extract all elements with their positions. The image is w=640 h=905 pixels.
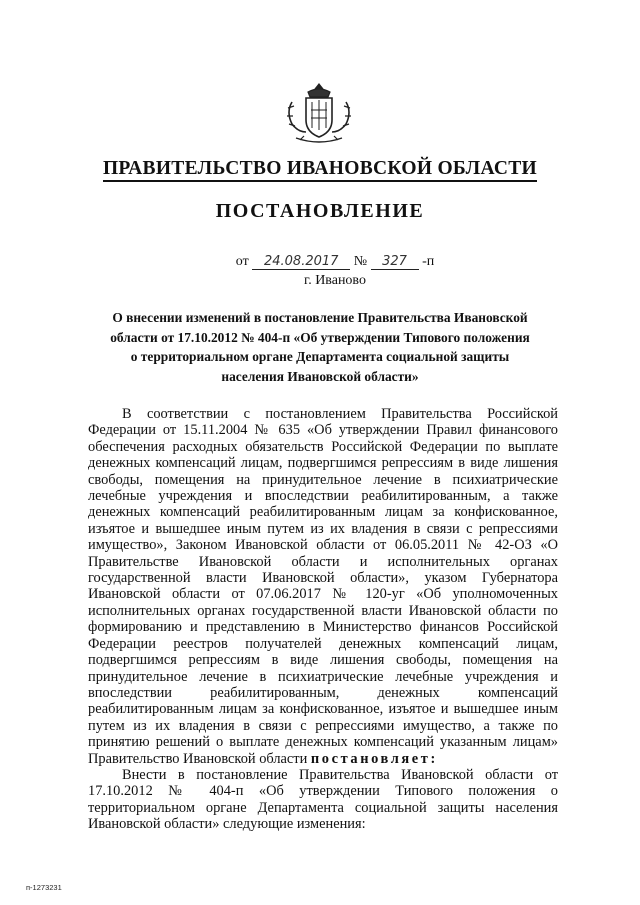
- government-title: ПРАВИТЕЛЬСТВО ИВАНОВСКОЙ ОБЛАСТИ: [0, 158, 640, 180]
- preamble-text: В соответствии с постановлением Правительства Российской Федерации от 15.11.2004 № 635 «Об утверждении Правил финансового обеспечения расходных обязательств Российской Федерации по выплате денежных компенсаций лицам, подвергшимся репрессиям в виде лишения свободы, помещения на принудительное лечение в психиатрические лечебные учреждения и впоследствии реабилитированным, а также денежных компенсаций реабилитированным лицам за конфискованное, изъятое и вышедшее иным путем из их владения в связи с репрессиями имущество», Законом Ивановской области от 06.05.2011 № 42-ОЗ «О Правительстве Ивановской области и исполнительных органах государственной власти Ивановской области», указом Губернатора Ивановской области от 07.06.2017 № 120-уг «Об уполномоченных исполнительных органах государственной власти Ивановской области по формированию и представлению в Министерство финансов Российской Федерации реестров получателей денежных компенсаций лицам, подвергшимся репрессиям в виде лишения свободы, помещения на принудительное лечение в психиатрические лечебные учреждения и впоследствии реабилитированным, денежных компенсаций реабилитированным лицам за конфискованное, изъятое и вышедшее иным путем из их владения в связи с репрессиями имущество, а также по принятию решений о выплате денежных компенсаций указанным лицам» Правительство Ивановской области: [88, 406, 558, 767]
- number-suffix: -п: [422, 254, 435, 269]
- document-type-heading: ПОСТАНОВЛЕНИЕ: [215, 200, 425, 222]
- resolution-paragraph: Внести в постановление Правительства Ивановской области от 17.10.2012 № 404-п «Об утверждении Типового положения о территориальном органе Департамента социальной защиты населения Ивановской области» следующие изменения:: [88, 766, 558, 833]
- resolves-keyword: постановляет:: [310, 750, 438, 767]
- number-prefix: №: [353, 254, 368, 269]
- date-number-line: [0, 254, 640, 270]
- date-prefix: от: [235, 254, 249, 269]
- document-body: [88, 406, 558, 833]
- number-value: 327: [371, 255, 419, 270]
- preamble-paragraph: [88, 406, 558, 767]
- date-value: 24.08.2017: [252, 255, 350, 270]
- coat-of-arms-emblem: [282, 80, 356, 146]
- city-label: г. Иваново: [304, 273, 366, 288]
- footer-document-code: п-1273231: [26, 883, 62, 892]
- document-subject: О внесении изменений в постановление Правительства Ивановской области от 17.10.2012 № 404-п «Об утверждении Типового положения о территориальном органе Департамента социальной защиты населения Ивановской области»: [110, 310, 530, 384]
